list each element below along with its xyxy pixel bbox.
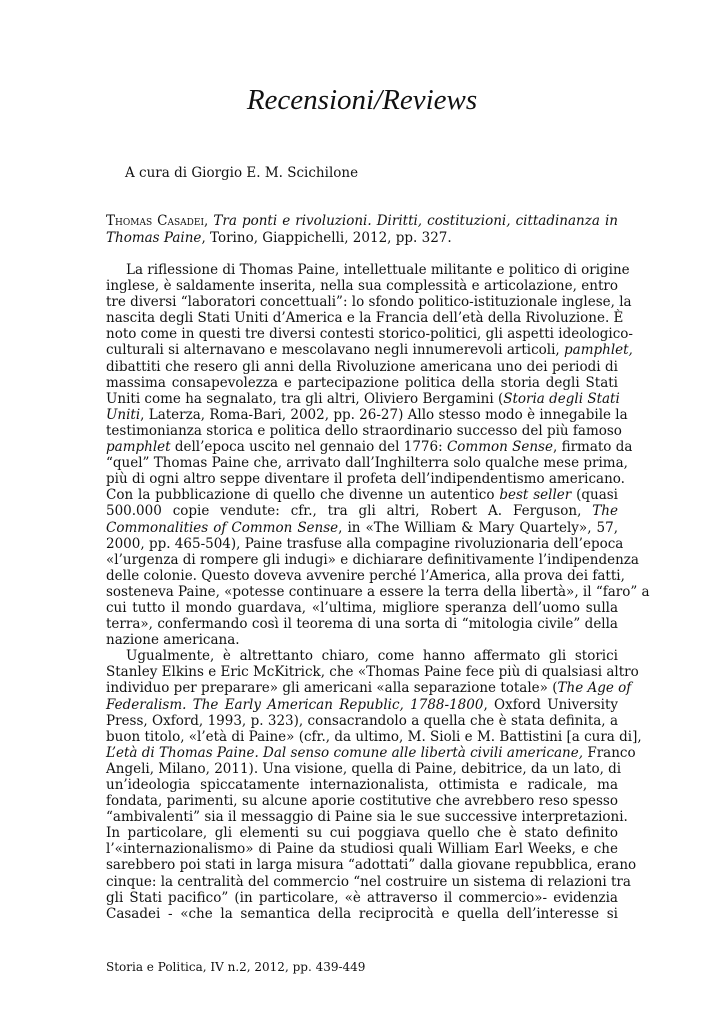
body-line: “quel” Thomas Paine che, arrivato dall’Inghilterra solo qualche mese prima, (106, 455, 628, 472)
body-line: La riflessione di Thomas Paine, intellettuale militante e politico di origine (126, 262, 630, 278)
body-line: più di ogni altro seppe diventare il profeta dell’indipendentismo americano. (106, 471, 625, 488)
body-line: 2000, pp. 465-504), Paine trasfuse alla compagine rivoluzionaria dell’epoca (106, 535, 624, 552)
body-line: inglese, è saldamente inserita, nella sua complessità e articolazione, entro (106, 278, 618, 295)
body-line: Casadei - «che la semantica della reciprocità e quella dell’interesse si (106, 905, 618, 922)
body-line: un’ideologia spiccatamente internazionalista, ottimista e radicale, ma (106, 777, 618, 793)
body-line: culturali si alternavano e mescolavano negli innumerevoli articoli, pamphlet, (106, 342, 633, 359)
body-line: sosteneva Paine, «potesse continuare a essere la terra della libertà», il “faro” a (106, 583, 650, 600)
citation-separator: , (204, 213, 214, 229)
body-line: tre diversi “laboratori concettuali”: lo sfondo politico-istituzionale inglese, la (106, 294, 632, 311)
body-line: «l’urgenza di rompere gli indugi» e dichiarare definitivamente l’indipendenza (106, 551, 639, 568)
body-line: Con la pubblicazione di quello che divenne un autentico best seller (quasi (106, 487, 618, 504)
body-line: Uniti, Laterza, Roma-Bari, 2002, pp. 26-27) Allo stesso modo è innegabile la (106, 406, 628, 423)
editor-line: A cura di Giorgio E. M. Scichilone (125, 165, 359, 181)
body-line: Federalism. The Early American Republic, 1788-1800, Oxford University (106, 696, 618, 713)
body-line: sarebbero poi stati in larga misura “adottati” dalla giovane repubblica, erano (106, 857, 637, 874)
body-line: Press, Oxford, 1993, p. 323), consacrandolo a quella che è stata definita, a (106, 712, 618, 729)
body-line: noto come in questi tre diversi contesti storico-politici, gli aspetti ideologico- (106, 326, 633, 343)
body-line: testimonianza storica e politica dello straordinario successo del più famoso (106, 422, 622, 439)
body-line: Ugualmente, è altrettanto chiaro, come hanno affermato gli storici (126, 648, 618, 665)
citation-publication: , Torino, Giappichelli, 2012, pp. 327. (201, 230, 452, 246)
body-line: In particolare, gli elementi su cui poggiava quello che è stato definito (106, 825, 618, 842)
body-line: buon titolo, «l’età di Paine» (cfr., da ultimo, M. Sioli e M. Battistini [a cura di], (106, 728, 642, 745)
journal-footer: Storia e Politica, IV n.2, 2012, pp. 439-449 (106, 960, 366, 974)
body-line: delle colonie. Questo doveva avvenire perché l’America, alla prova dei fatti, (106, 567, 625, 584)
body-line: nascita degli Stati Uniti d’America e la Francia dell’età della Rivoluzione. È (106, 310, 624, 327)
body-line: Uniti come ha segnalato, tra gli altri, Oliviero Bergamini (Storia degli Stati (106, 390, 620, 407)
body-line: 500.000 copie vendute: cfr., tra gli altri, Robert A. Ferguson, The (106, 503, 618, 520)
book-citation (106, 213, 618, 247)
citation-author: Thomas Casadei (106, 213, 205, 229)
body-line: fondata, parimenti, su alcune aporie costitutive che avrebbero reso spesso (106, 793, 618, 810)
body-line: terra», confermando così il teorema di una sorta di “mitologia civile” della (106, 616, 618, 633)
body-line: “ambivalenti” sia il messaggio di Paine sia le sue successive interpretazioni. (106, 809, 628, 826)
body-line: gli Stati pacifico” (in particolare, «è attraverso il commercio»- evidenzia (106, 889, 618, 906)
body-line: Commonalities of Common Sense, in «The William & Mary Quartely», 57, (106, 519, 618, 536)
review-body (106, 262, 650, 922)
body-line: Stanley Elkins e Eric McKitrick, che «Thomas Paine fece più di qualsiasi altro (106, 664, 639, 681)
body-line: cinque: la centralità del commercio “nel costruire un sistema di relazioni tra (106, 873, 631, 890)
body-line: L’età di Thomas Paine. Dal senso comune alle libertà civili americane, Franco (106, 744, 636, 761)
section-title: Recensioni/Reviews (246, 84, 478, 116)
body-line: l’«internazionalismo» di Paine da studiosi quali William Earl Weeks, e che (106, 841, 618, 858)
citation-title-line2: Thomas Paine (106, 230, 202, 246)
body-line: massima consapevolezza e partecipazione politica della storia degli Stati (106, 374, 618, 391)
body-line: nazione americana. (106, 632, 240, 649)
body-line: cui tutto il mondo guardava, «l’ultima, migliore speranza dell’uomo sulla (106, 599, 618, 616)
citation-title-line1: Tra ponti e rivoluzioni. Diritti, costituzioni, cittadinanza in (213, 213, 618, 229)
body-line: individuo per preparare» gli americani «alla separazione totale» (The Age of (106, 680, 632, 697)
body-line: dibattiti che resero gli anni della Rivoluzione americana uno dei periodi di (106, 358, 618, 375)
body-line: pamphlet dell’epoca uscito nel gennaio del 1776: Common Sense, firmato da (106, 439, 633, 456)
body-line: Angeli, Milano, 2011). Una visione, quella di Paine, debitrice, da un lato, di (106, 760, 622, 777)
